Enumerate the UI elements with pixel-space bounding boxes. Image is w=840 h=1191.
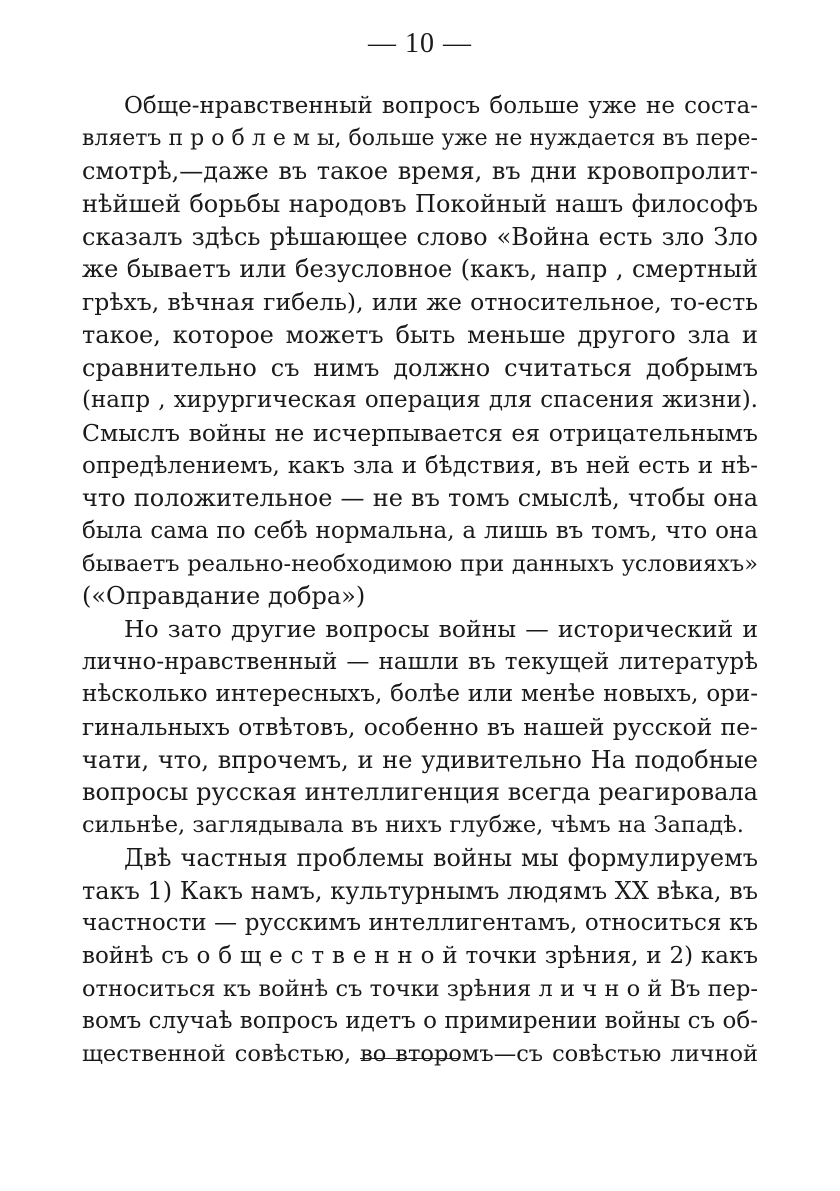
text-line: войнѣ съ о б щ е с т в е н н о й точки зрѣния, и 2) какъ [82,942,758,969]
text-line: частности — русскимъ интеллигентамъ, относиться къ [82,910,758,937]
paragraph-2 [82,613,758,842]
paragraph-1 [82,90,758,613]
text-line: была сама по себѣ нормальна, а лишь въ томъ, что она [82,517,758,544]
text-line: чати, что, впрочемъ, и не удивительно На подобные [82,745,758,774]
text-line: нѣйшей борьбы народовъ Покойный нашъ философъ [82,190,758,219]
text-line: такъ 1) Какъ намъ, культурнымъ людямъ XX вѣка, въ [82,876,758,905]
text-line: гинальныхъ отвѣтовъ, особенно въ нашей русской пе- [82,713,758,742]
text-line: Двѣ частныя проблемы войны мы формулируемъ [124,843,758,872]
text-line: бываетъ реально-необходимою при данныхъ условияхъ» [82,550,758,577]
text-line: лично-нравственный — нашли въ текущей литературѣ [82,648,758,675]
text-line: смотрѣ,—даже въ такое время, въ дни кровопролит- [82,157,758,186]
text-line: сравнительно съ нимъ должно считаться добрымъ [82,353,758,382]
text-line: сильнѣе, заглядывала въ нихъ глубже, чѣмъ на Западѣ. [82,812,744,839]
text-line: вопросы русская интеллигенция всегда реагировала [82,778,758,807]
body-text [82,90,758,1071]
text-line: Но зато другие вопросы войны — исторический и [124,615,758,643]
text-line: же бываетъ или безусловное (какъ, напр , смертный [82,255,758,284]
text-line: («Оправдание добра») [82,582,366,611]
text-line: сказалъ здѣсь рѣшающее слово «Война есть зло Зло [82,222,758,251]
paragraph-3 [82,842,758,1071]
text-line: нѣсколько интересныхъ, болѣе или менѣе новыхъ, ори- [82,681,758,708]
text-line: относиться къ войнѣ съ точки зрѣния л и ч н о й Въ пер- [82,975,758,1002]
text-line: Смыслъ войны не исчерпывается ея отрицательнымъ [82,418,758,447]
text-line: опредѣлениемъ, какъ зла и бѣдствия, въ ней есть и нѣ- [82,452,758,479]
text-line: что положительное — не въ томъ смыслѣ, чтобы она [82,484,758,513]
text-line: вляетъ п р о б л е м ы, больше уже не нуждается въ пере- [82,125,758,151]
text-line: грѣхъ, вѣчная гибель), или же относительное, то-есть [82,288,758,317]
text-line: вомъ случаѣ вопросъ идетъ о примирении войны съ об- [82,1008,758,1035]
page-number: — 10 — [368,28,472,59]
text-line: (напр , хирургическая операция для спасения жизни). [82,387,758,414]
footer-rule [360,1058,458,1059]
text-line: щественной совѣстью, во второмъ—съ совѣстью личной [82,1040,758,1067]
text-line: такое, которое можетъ быть меньше другого зла и [82,320,758,349]
text-line: Обще-нравственный вопросъ больше уже не соста- [124,93,758,119]
